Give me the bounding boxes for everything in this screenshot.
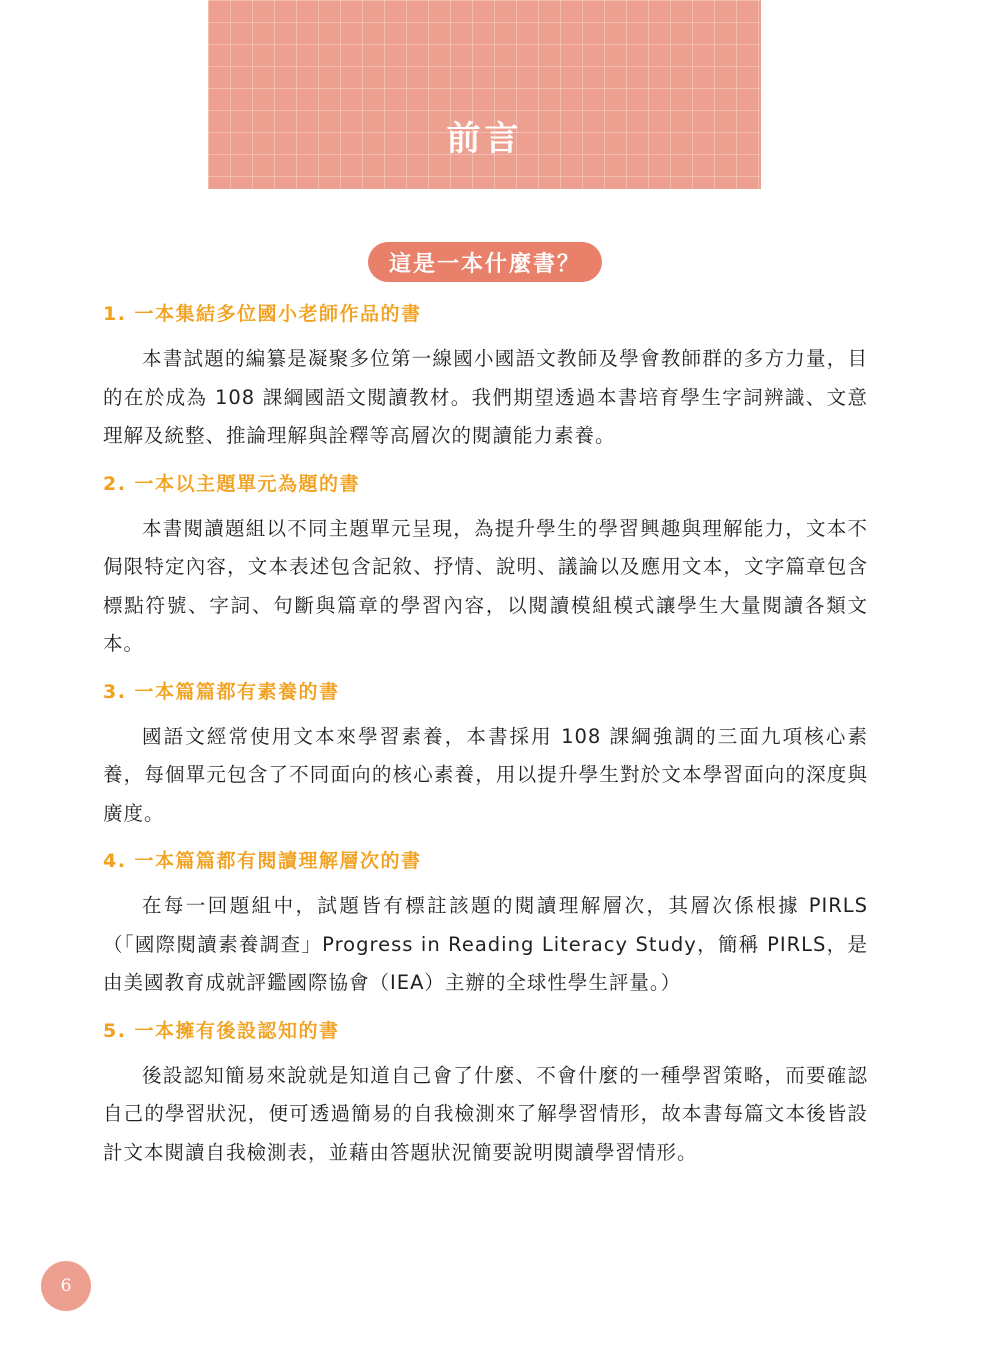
section-body: 後設認知簡易來說就是知道自己會了什麼、不會什麼的一種學習策略，而要確認自己的學習狀況，便可透過簡易的自我檢測來了解學習情形，故本書每篇文本後皆設計文本閱讀自我檢測表，並藉由答題狀況簡要說明閱讀學習情形。 [103, 1063, 868, 1164]
section-heading: 5. 一本擁有後設認知的書 [103, 1019, 340, 1042]
section-3 [103, 676, 868, 834]
page-number: 6 [41, 1261, 91, 1311]
section-body: 本書試題的編纂是凝聚多位第一線國小國語文教師及學會教師群的多方力量，目的在於成為 108 課綱國語文閱讀教材。我們期望透過本書培育學生字詞辨識、文意理解及統整、推論理解與詮釋等高層次的閱讀能力素養。 [103, 347, 868, 447]
section-heading: 1. 一本集結多位國小老師作品的書 [103, 303, 422, 325]
section-2 [103, 468, 868, 664]
section-heading: 4. 一本篇篇都有閱讀理解層次的書 [103, 850, 422, 872]
section-1 [103, 298, 868, 456]
section-heading: 3. 一本篇篇都有素養的書 [103, 680, 340, 703]
main-content [103, 298, 868, 1184]
section-heading: 2. 一本以主題單元為題的書 [103, 472, 361, 495]
section-5 [103, 1015, 868, 1173]
section-4 [103, 845, 868, 1003]
header-banner [208, 0, 761, 189]
section-body: 在每一回題組中，試題皆有標註該題的閱讀理解層次，其層次係根據 PIRLS（「國際閱讀素養調查」Progress in Reading Literacy Study，簡稱 PIRLS，是由美國教育成就評鑑國際協會（IEA）主辦的全球性學生評量。） [103, 894, 868, 994]
section-body: 國語文經常使用文本來學習素養，本書採用 108 課綱強調的三面九項核心素養，每個單元包含了不同面向的核心素養，用以提升學生對於文本學習面向的深度與廣度。 [103, 724, 868, 825]
subheading-pill: 這是一本什麼書？ [368, 242, 602, 282]
page-title: 前言 [446, 118, 523, 159]
section-body: 本書閱讀題組以不同主題單元呈現，為提升學生的學習興趣與理解能力，文本不侷限特定內容，文本表述包含記敘、抒情、說明、議論以及應用文本，文字篇章包含標點符號、字詞、句斷與篇章的學習內容，以閱讀模組模式讓學生大量閱讀各類文本。 [103, 516, 868, 655]
